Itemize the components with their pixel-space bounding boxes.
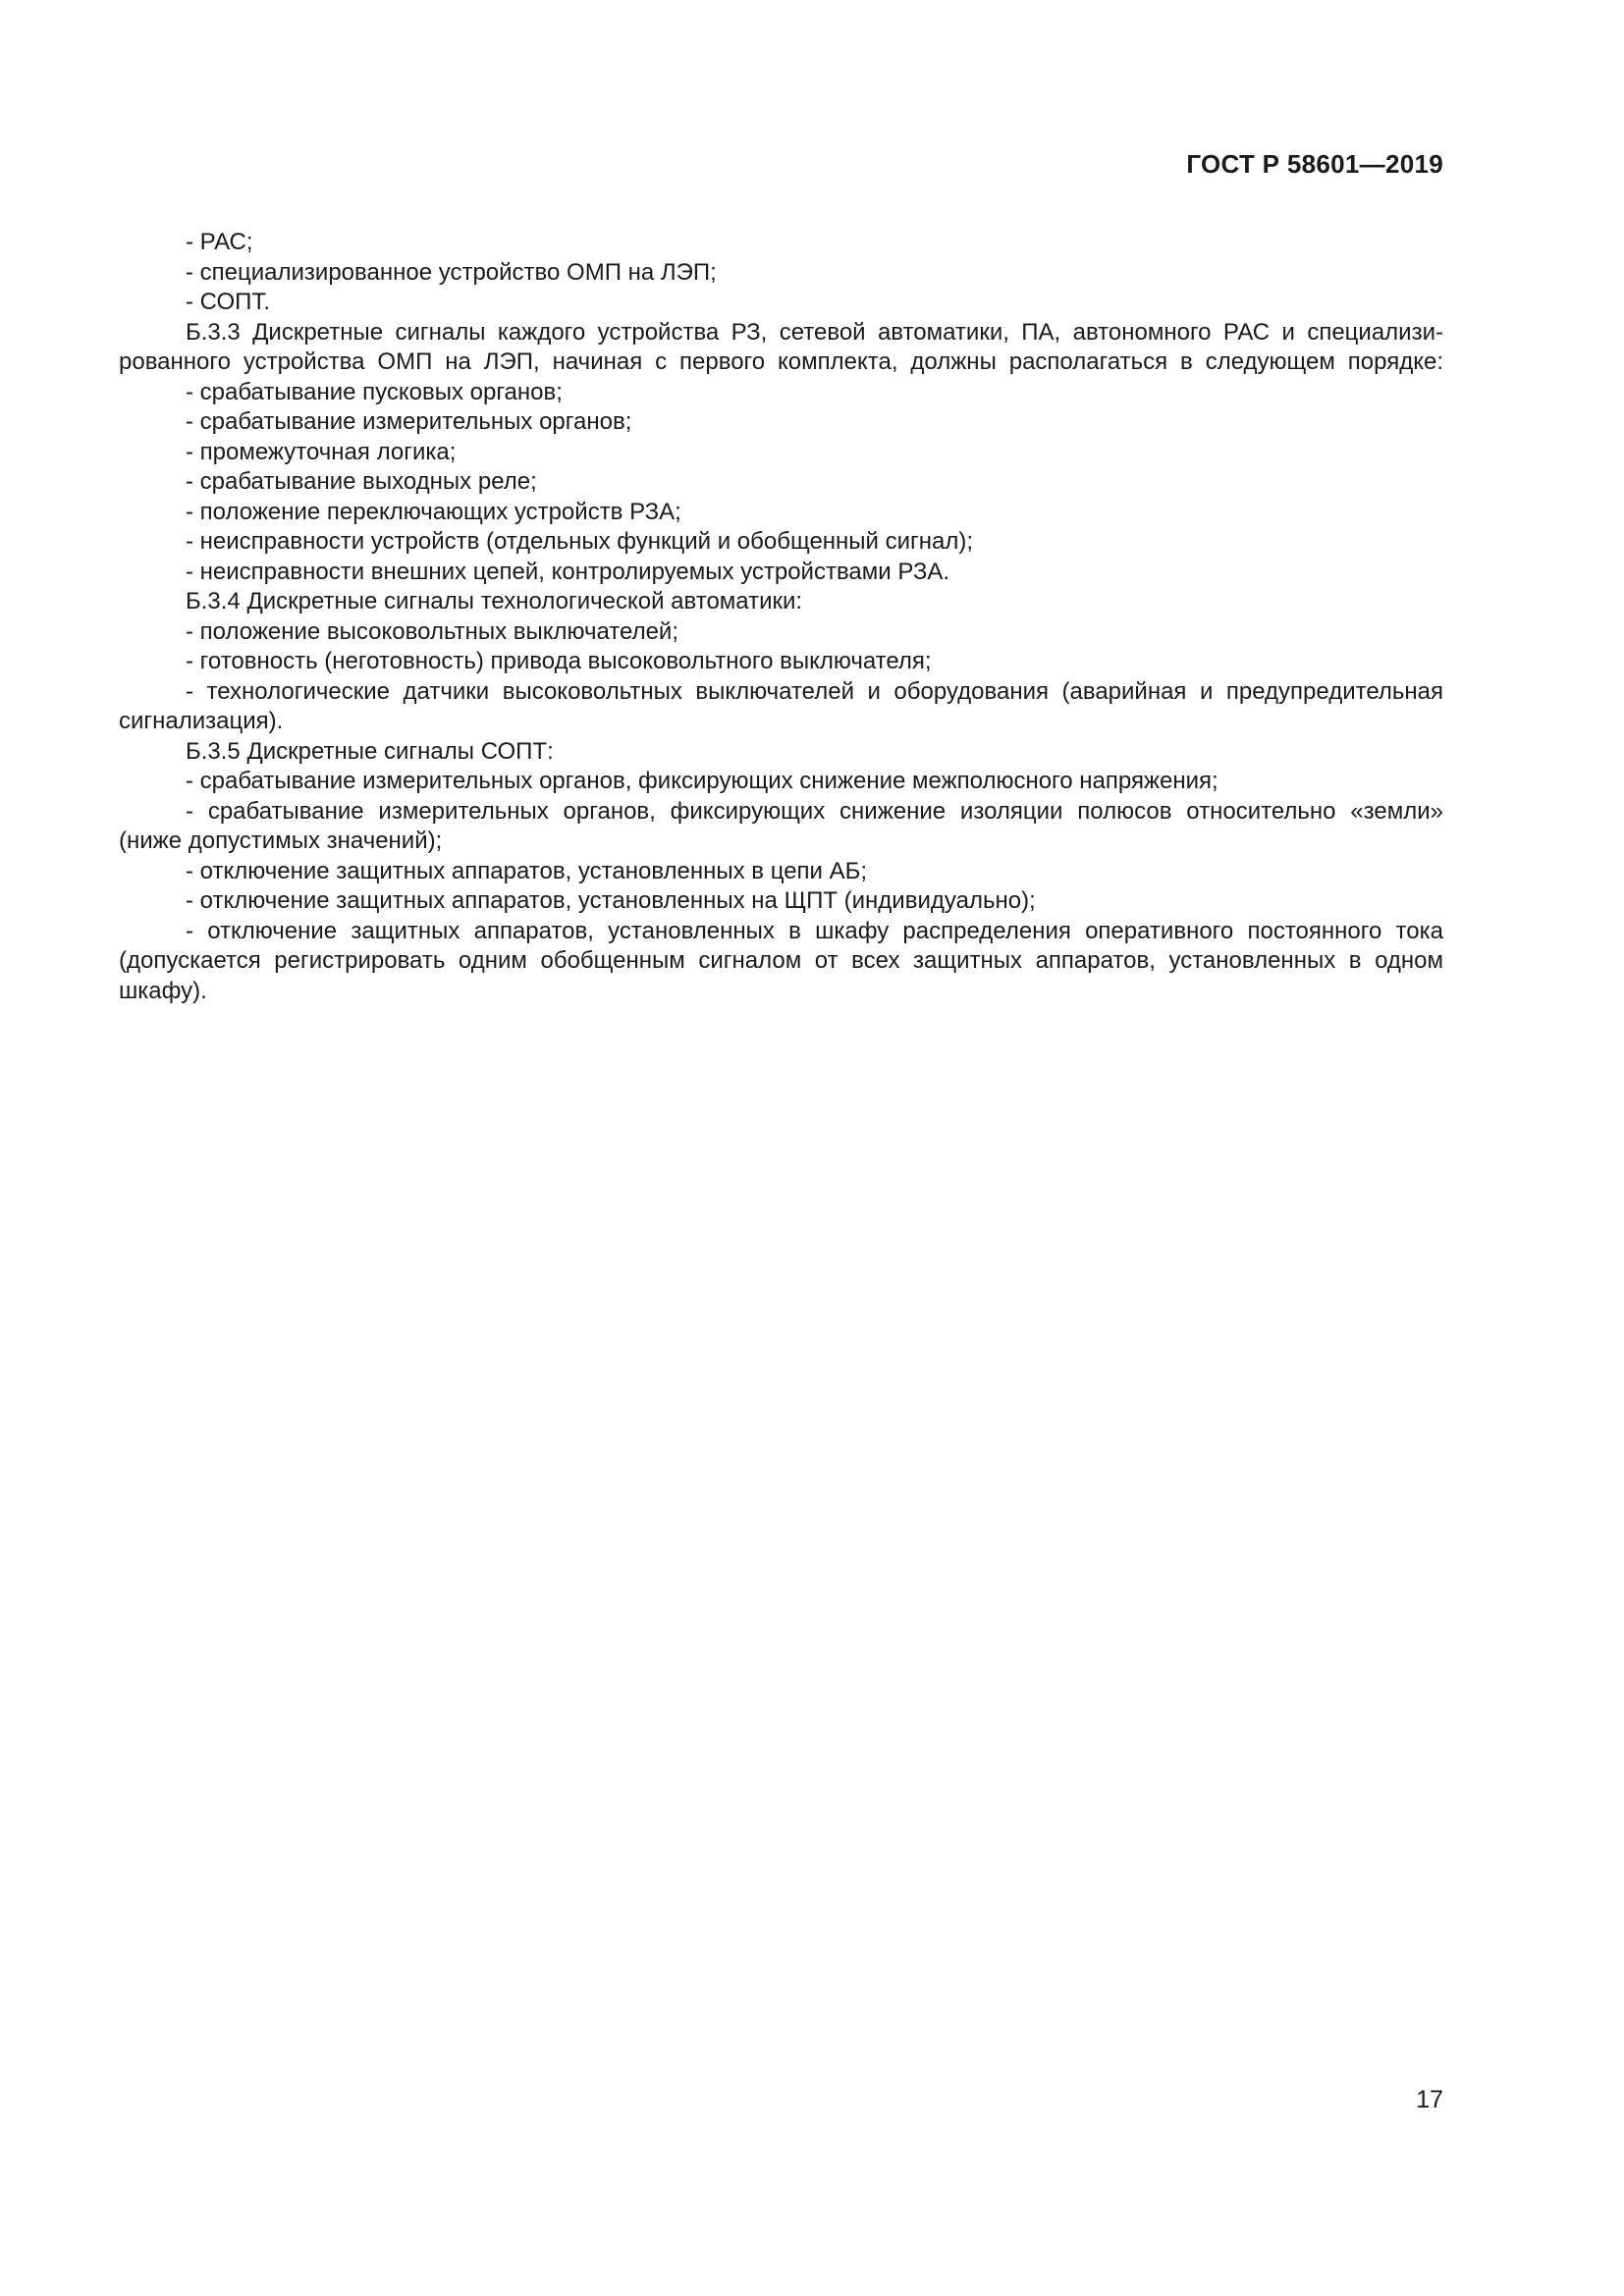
list-item: - положение переключающих устройств РЗА; bbox=[186, 498, 681, 525]
list-item: - отключение защитных аппаратов, установленных в шкафу распределения оперативного постоянного тока bbox=[186, 917, 1443, 944]
paragraph-line: рованного устройства ОМП на ЛЭП, начиная с первого комплекта, должны располагаться в следующем порядке: bbox=[119, 348, 1443, 375]
list-item: - положение высоковольтных выключателей; bbox=[186, 617, 679, 645]
list-item: - промежуточная логика; bbox=[186, 438, 457, 465]
paragraph-line: Б.3.3 Дискретные сигналы каждого устройства РЗ, сетевой автоматики, ПА, автономного РАС и специализи- bbox=[186, 318, 1443, 346]
list-item-continuation: шкафу). bbox=[119, 977, 207, 1004]
list-item: - технологические датчики высоковольтных выключателей и оборудования (аварийная и предупредительная bbox=[186, 677, 1443, 705]
list-item: - срабатывание выходных реле; bbox=[186, 468, 537, 495]
document-body bbox=[119, 228, 1443, 1006]
list-item: - СОПТ. bbox=[186, 289, 271, 315]
document-code-header: ГОСТ Р 58601—2019 bbox=[1186, 149, 1443, 179]
list-item: - РАС; bbox=[186, 229, 253, 255]
list-item: - срабатывание измерительных органов; bbox=[186, 408, 632, 435]
list-item-continuation: сигнализация). bbox=[119, 708, 284, 734]
list-item: - отключение защитных аппаратов, установленных на ЩПТ (индивидуально); bbox=[186, 887, 1036, 914]
list-item: - неисправности внешних цепей, контролируемых устройствами РЗА. bbox=[186, 558, 950, 585]
list-item: - отключение защитных аппаратов, установленных в цепи АБ; bbox=[186, 857, 868, 884]
page-number: 17 bbox=[1416, 2086, 1443, 2113]
list-item-continuation: (допускается регистрировать одним обобщенным сигналом от всех защитных аппаратов, установленных в одном bbox=[119, 947, 1443, 974]
list-item: - срабатывание пусковых органов; bbox=[186, 378, 563, 405]
section-heading-line: Б.3.5 Дискретные сигналы СОПТ: bbox=[186, 737, 554, 765]
list-item-continuation: (ниже допустимых значений); bbox=[119, 828, 443, 854]
section-heading-line: Б.3.4 Дискретные сигналы технологической автоматики: bbox=[186, 588, 803, 614]
list-item: - неисправности устройств (отдельных функций и обобщенный сигнал); bbox=[186, 528, 974, 555]
list-item: - специализированное устройство ОМП на ЛЭП; bbox=[186, 258, 717, 286]
list-item: - срабатывание измерительных органов, фиксирующих снижение межполюсного напряжения; bbox=[186, 768, 1218, 794]
list-item: - срабатывание измерительных органов, фиксирующих снижение изоляции полюсов относительно «земли» bbox=[186, 797, 1443, 825]
list-item: - готовность (неготовность) привода высоковольтного выключателя; bbox=[186, 648, 932, 674]
